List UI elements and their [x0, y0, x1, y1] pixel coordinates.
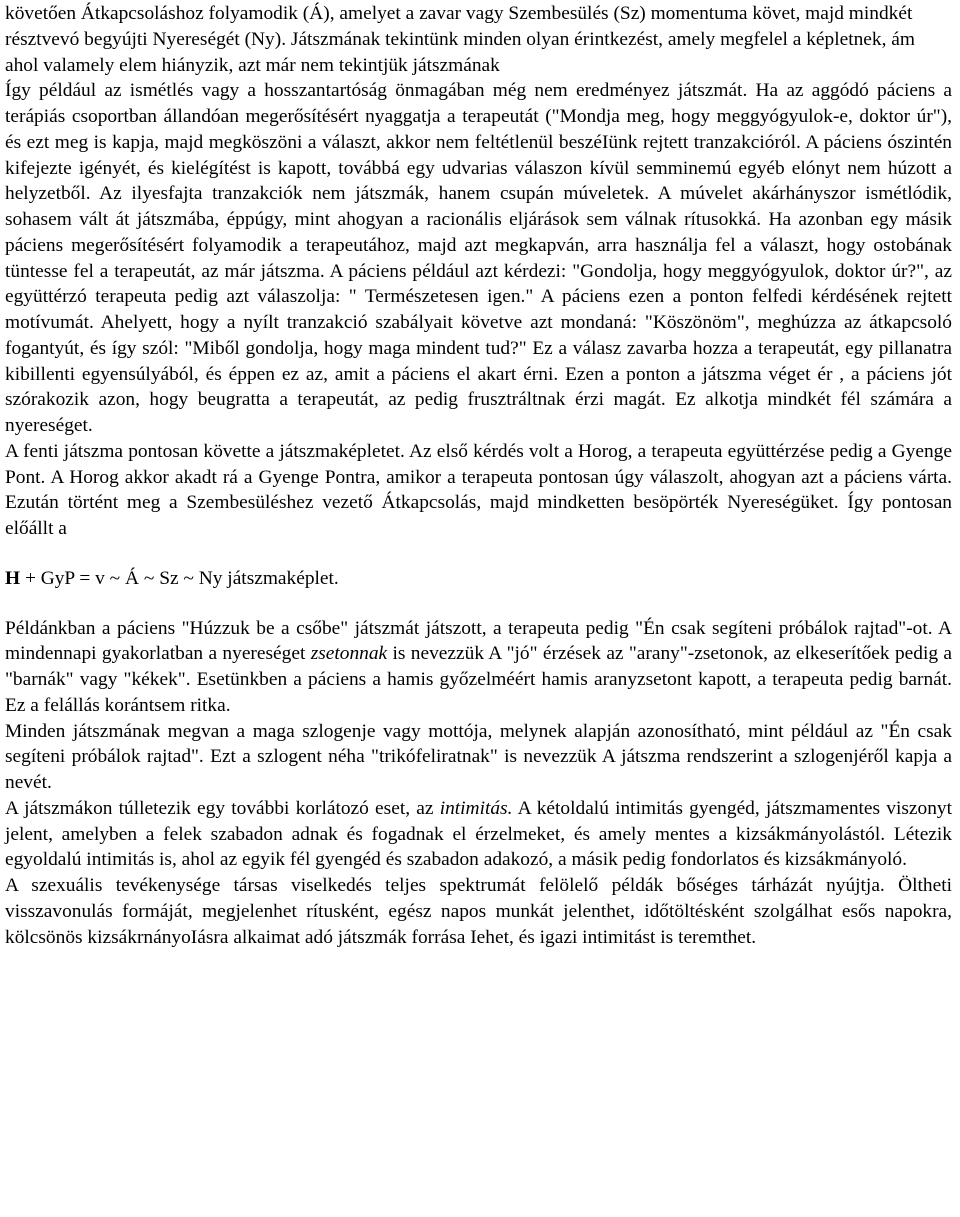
paragraph-6-italic-term: intimitás.: [439, 797, 513, 819]
paragraph-1: követően Átkapcsoláshoz folyamodik (Á), amelyet a zavar vagy Szembesülés (Sz) momentuma követ, majd mindkét résztvevó begyújti Nyereségét (Ny). Játszmának tekintünk minden olyan érintkezést, amely megfelel a képletnek, ám ahol valamely elem hiányzik, azt már nem tekintjük játszmának: [5, 3, 915, 76]
paragraph-4-italic-term: zsetonnak: [310, 643, 388, 665]
formula-hook-symbol: H: [5, 567, 21, 589]
paragraph-7: A szexuális tevékenysége társas viselkedés teljes spektrumát felölelő példák bőséges tárházát nyújtja. Öltheti visszavonulás formáját, megjelenhet rítusként, egész napos munkát jelenthet, időtöltésként szolgálhat esős napokra, kölcsönös kizsákrnányoIásra alkaimat adó játszmák forrása Iehet, és igazi intimitást is teremthet.: [5, 875, 952, 948]
paragraph-3: A fenti játszma pontosan követte a játszmaképletet. Az első kérdés volt a Horog, a terapeuta együttérzése pedig a Gyenge Pont. A Horog akkor akadt rá a Gyenge Pontra, amikor a terapeuta pontosan úgy válaszolt, ahogyan azt a páciens várta. Ezután történt meg a Szembesüléshez vezető Átkapcsolás, majd mindketten besöpörték Nyereségüket. Így pontosan előállt a: [5, 440, 952, 539]
paragraph-4-text-b: is nevezzük A "jó" érzések az "arany"-zsetonok, az elkeserítőek pedig a "barnák" vagy "kékek". Esetünkben a páciens a hamis győzelméért hamis aranyzsetont kapott, a terapeuta pedig barnát. Ez a felállás korántsem ritka.: [5, 643, 952, 716]
paragraph-6-text-b: A kétoldalú intimitás gyengéd, játszmamentes viszonyt jelent, amelyben a felek szabadon adnak és fogadnak el érzelmeket, és amely mentes a kizsákmányolástól. Létezik egyoldalú intimitás is, ahol az egyik fél gyengéd és szabadon adakozó, a másik pedig fondorlatos és kizsákmányoló.: [5, 797, 952, 871]
game-formula: [5, 566, 952, 592]
spacer: [5, 542, 952, 566]
spacer: [5, 592, 952, 616]
paragraph-5: Minden játszmának megvan a maga szlogenje vagy mottója, melynek alapján azonosítható, mint például az "Én csak segíteni próbálok rajtad". Ezt a szlogent néha "trikófeliratnak" is nevezzük A játszma rendszerint a szlogenjéről kapja a nevét.: [5, 720, 952, 793]
formula-rest: + GyP = v ~ Á ~ Sz ~ Ny játszmaképlet.: [20, 567, 339, 589]
paragraph-2: Így például az ismétlés vagy a hosszantartóság önmagában még nem eredményez játszmát. Ha az aggódó páciens a terápiás csoportban állandóan megerősítésért nyaggatja a terapeutát ("Mondja meg, hogy meggyógyulok-e, doktor úr"), és ezt meg is kapja, majd megköszöni a választ, akkor nem feltétlenül beszéIünk rejtett tranzakcióról. A páciens ószintén kifejezte igényét, és kielégítést is kapott, továbbá egy udvarias válaszon kívül semminemú egyéb elónyt nem húzott a helyzetből. Az ilyesfajta tranzakciók nem játszmák, hanem csupán múveletek. A múvelet akárhányszor ismétlódik, sohasem vált át játszmába, éppúgy, mint ahogyan a racionális eljárások sem válnak rítusokká. Ha azonban egy másik páciens megerősítésért folyamodik a terapeutához, majd azt megkapván, arra használja fel a választ, hogy ostobának tüntesse fel a terapeutát, az már játszma. A páciens például azt kérdezi: "Gondolja, hogy meggyógyulok, doktor úr?", az együttérzó terapeuta pedig azt válaszolja: " Természetesen igen." A páciens ezen a ponton felfedi kérdésének rejtett motívumát. Ahelyett, hogy a nyílt tranzakció szabályait követve azt mondaná: "Köszönöm", meghúzza az átkapcsoló fogantyút, és így szól: "Miből gondolja, hogy maga mindent tud?" Ez a válasz zavarba hozza a terapeutát, egy pillanatra kibillenti egyensúlyából, és éppen ez az, amit a páciens el akart érni. Ezen a ponton a játszma véget ér , a páciens jót szórakozik azon, hogy beugratta a terapeutát, az pedig frusztráltnak érzi magát. Ez alkotja mindkét fél számára a nyereséget.: [5, 80, 952, 436]
paragraph-6-text-a: A játszmákon túlletezik egy további korlátozó eset, az: [5, 797, 440, 819]
paragraph-4: [5, 616, 952, 719]
paragraph-6: [5, 796, 952, 873]
paragraph-4-text-a: Példánkban a páciens "Húzzuk be a csőbe" játszmát játszott, a terapeuta pedig "Én csak segíteni próbálok rajtad"-ot. A mindennapi gyakorlatban a nyereséget: [5, 617, 952, 665]
